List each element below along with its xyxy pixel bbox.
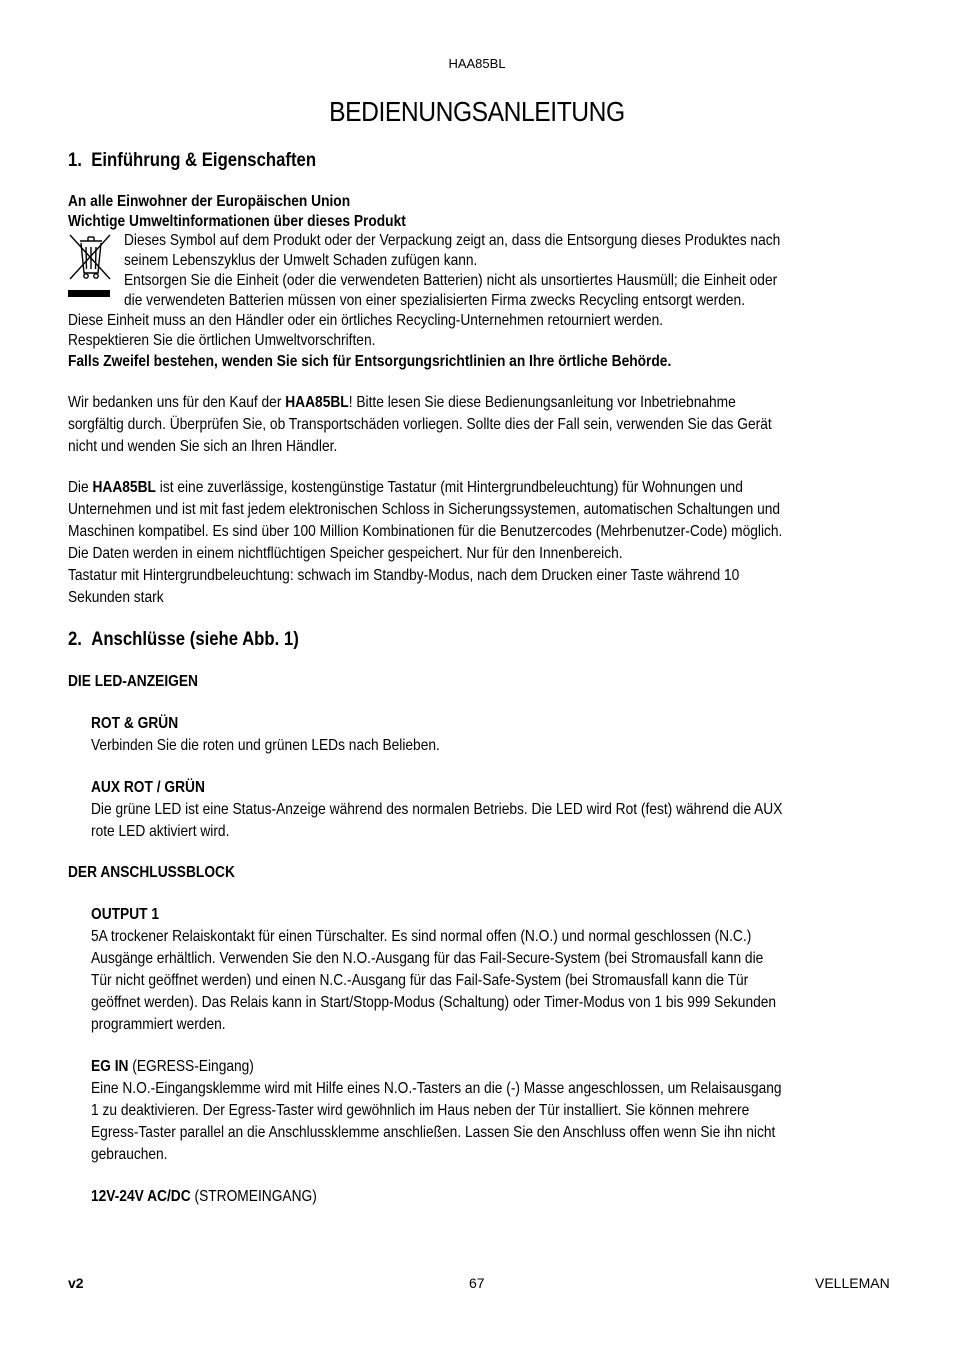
header-model: HAA85BL <box>448 56 506 71</box>
thanks-line-1: Wir bedanken uns für den Kauf der HAA85BL! Bitte lesen Sie diese Bedienungsanleitung vor Inbetriebnahme <box>68 394 736 411</box>
section-1-heading: 1. Einführung & Eigenschaften <box>68 150 317 171</box>
output1-text-line: Tür nicht geöffnet werden) und einen N.C.-Ausgang für das Fail-Safe-System (bei Stromausfall kann die Tür <box>91 972 749 989</box>
thanks-line-3: nicht und wenden Sie sich an Ihren Händler. <box>68 438 338 455</box>
egin-text-line: gebrauchen. <box>91 1146 168 1163</box>
output1-text-line: programmiert werden. <box>91 1016 226 1033</box>
weee-text-line: Dieses Symbol auf dem Produkt oder der Verpackung zeigt an, dass die Entsorgung dieses Produktes nach <box>124 232 781 249</box>
aux-text-line: Die grüne LED ist eine Status-Anzeige während des normalen Betriebs. Die LED wird Rot (fest) während die AUX <box>91 801 783 818</box>
eu-line-2: Wichtige Umweltinformationen über dieses Produkt <box>68 213 406 230</box>
egin-text-line: Eine N.O.-Eingangsklemme wird mit Hilfe eines N.O.-Tasters an die (-) Masse angeschlossen, um Relaisausgang <box>91 1080 782 1097</box>
output1-text-line: Ausgänge erhältlich. Verwenden Sie den N.O.-Ausgang für das Fail-Secure-System (bei Stromausfall kann die <box>91 950 764 967</box>
desc-line: Unternehmen und ist mit fast jedem elektronischen Schloss in Sicherungssystemen, automatischen Schaltungen und <box>68 501 781 518</box>
output1-text-line: 5A trockener Relaiskontakt für einen Türschalter. Es sind normal offen (N.O.) und normal geschlossen (N.C.) <box>91 928 752 945</box>
weee-text-line: Entsorgen Sie die Einheit (oder die verwendeten Batterien) nicht als unsortiertes Hausmüll; die Einheit oder <box>124 272 778 289</box>
desc-line: Maschinen kompatibel. Es sind über 100 Million Kombinationen für die Benutzercodes (Mehrbenutzer-Code) möglich. <box>68 523 783 540</box>
desc-line: Tastatur mit Hintergrundbeleuchtung: schwach im Standby-Modus, nach dem Drucken einer Taste während 10 <box>68 567 740 584</box>
output1-text-line: geöffnet werden). Das Relais kann in Start/Stopp-Modus (Schaltung) oder Timer-Modus von 1 bis 999 Sekunden <box>91 994 777 1011</box>
section-2-heading: 2. Anschlüsse (siehe Abb. 1) <box>68 629 299 650</box>
egin-heading: EG IN (EGRESS-Eingang) <box>91 1058 254 1075</box>
desc-line-1: Die HAA85BL ist eine zuverlässige, kostengünstige Tastatur (mit Hintergrundbeleuchtung) für Wohnungen und <box>68 479 743 496</box>
rg-heading: ROT & GRÜN <box>91 715 179 732</box>
page-number: 67 <box>469 1275 485 1291</box>
eu-line-1: An alle Einwohner der Europäischen Union <box>68 193 351 210</box>
weee-bin-icon <box>68 233 112 299</box>
aux-text-line: rote LED aktiviert wird. <box>91 823 230 840</box>
led-heading: DIE LED-ANZEIGEN <box>68 673 198 690</box>
egin-text-line: Egress-Taster parallel an die Anschlussklemme anschließen. Lassen Sie den Anschluss offen wenn Sie ihn nicht <box>91 1124 776 1141</box>
return-line: Diese Einheit muss an den Händler oder ein örtliches Recycling-Unternehmen retourniert werden. <box>68 312 664 329</box>
desc-line: Sekunden stark <box>68 589 164 606</box>
rg-text: Verbinden Sie die roten und grünen LEDs nach Belieben. <box>91 737 440 754</box>
respect-line: Respektieren Sie die örtlichen Umweltvorschriften. <box>68 332 376 349</box>
page-title: BEDIENUNGSANLEITUNG <box>329 96 625 127</box>
output1-heading: OUTPUT 1 <box>91 906 160 923</box>
footer-brand: VELLEMAN <box>815 1275 890 1291</box>
doubt-line: Falls Zweifel bestehen, wenden Sie sich für Entsorgungsrichtlinien an Ihre örtliche Behörde. <box>68 353 672 370</box>
thanks-line-2: sorgfältig durch. Überprüfen Sie, ob Transportschäden vorliegen. Sollte dies der Fall sein, verwenden Sie das Gerät <box>68 416 772 433</box>
power-heading: 12V-24V AC/DC (STROMEINGANG) <box>91 1188 317 1205</box>
weee-text-line: die verwendeten Batterien müssen von einer spezialisierten Firma zwecks Recycling entsorgt werden. <box>124 292 746 309</box>
egin-text-line: 1 zu deaktivieren. Der Egress-Taster wird gewöhnlich im Haus neben der Tür installiert. Sie können mehrere <box>91 1102 750 1119</box>
footer-version: v2 <box>68 1275 84 1291</box>
aux-heading: AUX ROT / GRÜN <box>91 779 205 796</box>
block-heading: DER ANSCHLUSSBLOCK <box>68 864 235 881</box>
desc-line: Die Daten werden in einem nichtflüchtigen Speicher gespeichert. Nur für den Innenbereich. <box>68 545 623 562</box>
weee-text-line: seinem Lebenszyklus der Umwelt Schaden zufügen kann. <box>124 252 478 269</box>
